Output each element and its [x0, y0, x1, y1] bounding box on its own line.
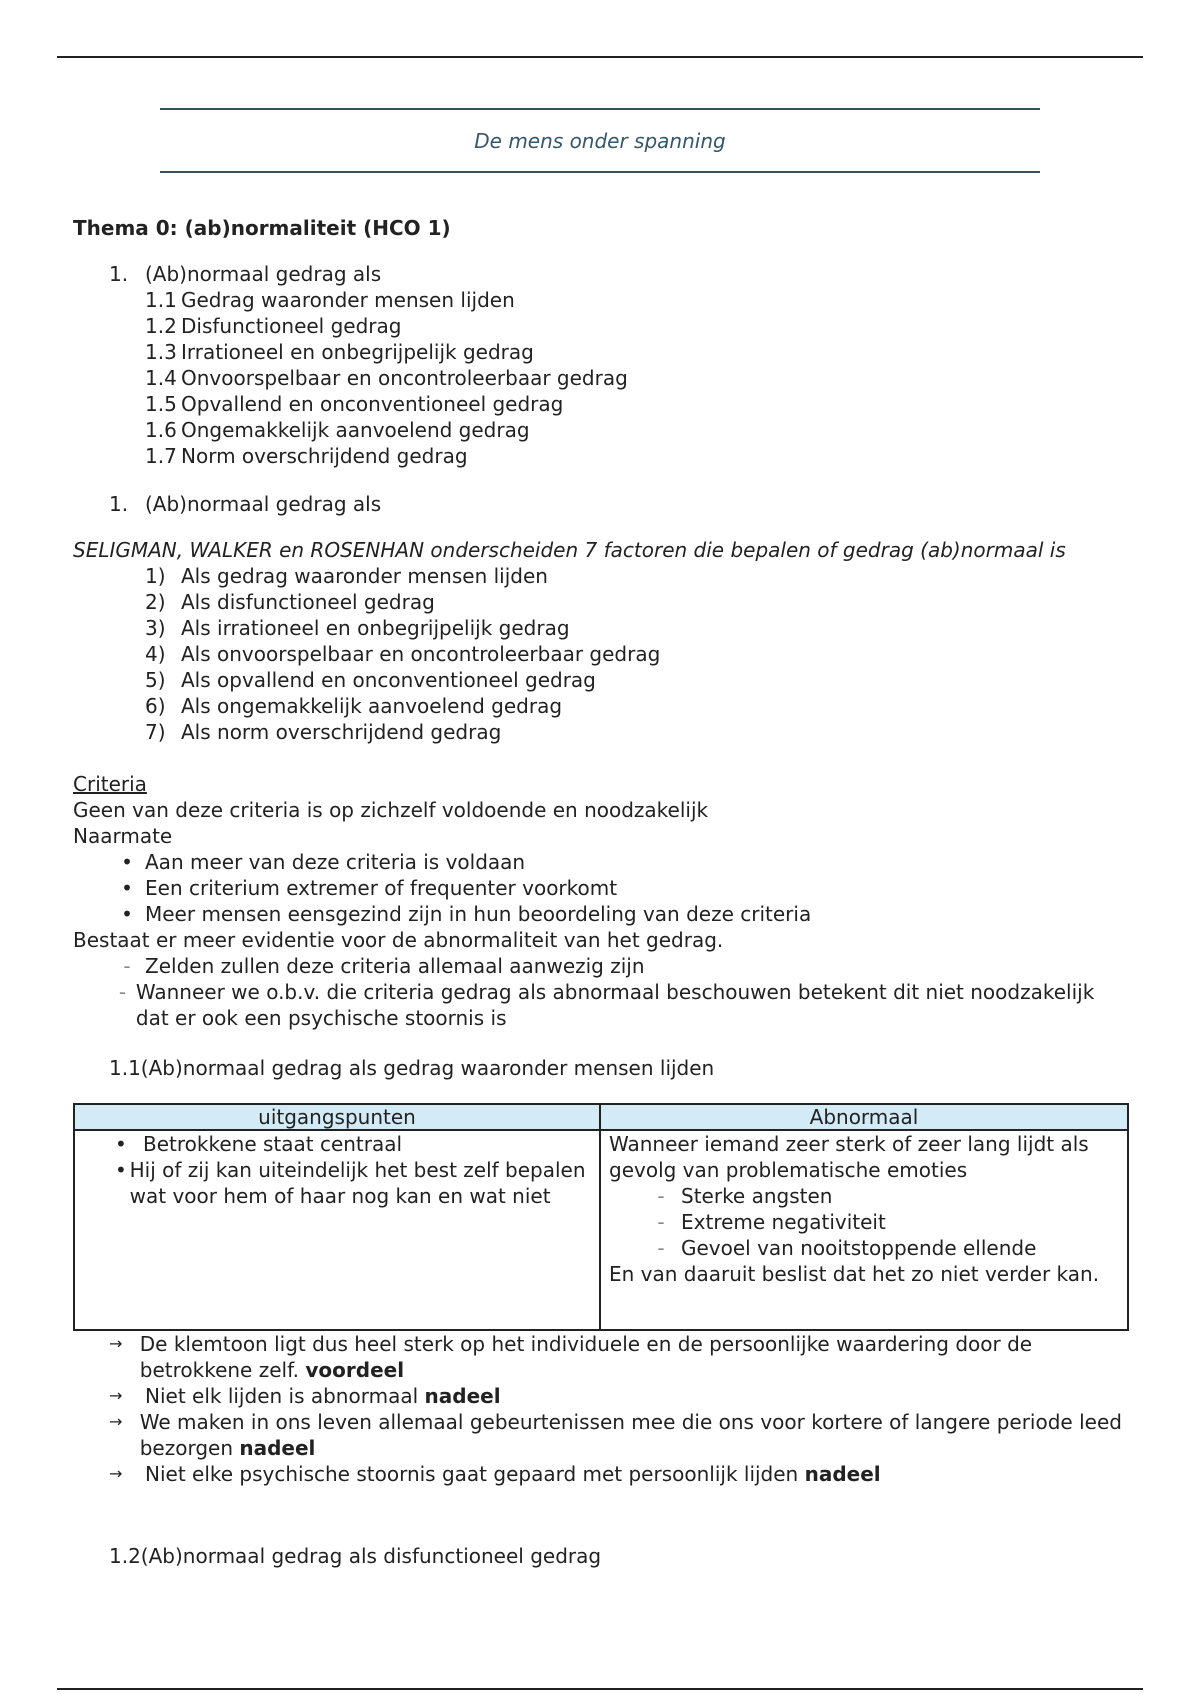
toc-item: [73, 313, 1133, 339]
bullet-marker: •: [121, 902, 133, 926]
factor-item: [73, 667, 1133, 693]
toc-item: [73, 417, 1133, 443]
toc-item-label: Ongemakkelijk aanvoelend gedrag: [181, 418, 530, 442]
section-1-label: (Ab)normaal gedrag als: [145, 492, 382, 516]
criteria-bullet-text: Een criterium extremer of frequenter voorkomt: [145, 876, 618, 900]
toc-item-label: Norm overschrijdend gedrag: [181, 444, 468, 468]
toc-item-label: Gedrag waaronder mensen lijden: [181, 288, 515, 312]
criteria-conclusion: Bestaat er meer evidentie voor de abnormaliteit van het gedrag.: [73, 928, 724, 952]
cell-dash: [609, 1209, 1119, 1235]
arrow-item: [73, 1461, 1133, 1487]
toc-main-label: (Ab)normaal gedrag als: [145, 262, 382, 286]
toc-main-item: [73, 261, 1133, 287]
arrow-tag: nadeel: [804, 1462, 881, 1486]
factor-item: [73, 589, 1133, 615]
arrow-tag: nadeel: [239, 1436, 316, 1460]
toc-item-num: 1.4: [145, 366, 177, 390]
toc-item: [73, 339, 1133, 365]
toc-item-num: 1.5: [145, 392, 177, 416]
factor-item: [73, 641, 1133, 667]
factor-num: 1): [145, 564, 166, 588]
factor-list: [73, 563, 1133, 745]
factor-label: Als ongemakkelijk aanvoelend gedrag: [181, 694, 563, 718]
toc-item-label: Disfunctioneel gedrag: [181, 314, 402, 338]
document-body: [73, 215, 1133, 1569]
section-1-marker: 1.: [109, 492, 129, 516]
title-block: [160, 108, 1040, 173]
document-title: De mens onder spanning: [474, 129, 726, 153]
factor-label: Als norm overschrijdend gedrag: [181, 720, 502, 744]
factor-num: 6): [145, 694, 166, 718]
criteria-bullet: [73, 849, 1133, 875]
factor-label: Als gedrag waaronder mensen lijden: [181, 564, 548, 588]
factor-num: 4): [145, 642, 166, 666]
cell-bullet: [83, 1157, 591, 1209]
table-row: [74, 1130, 1128, 1330]
factor-num: 7): [145, 720, 166, 744]
cell-dash-text: Sterke angsten: [681, 1184, 833, 1208]
arrow-text: We maken in ons leven allemaal gebeurtenissen mee die ons voor kortere of langere periode leed bezorgen: [139, 1410, 1122, 1460]
dash-marker: -: [657, 1184, 665, 1208]
subsection-1-1-title: 1.1(Ab)normaal gedrag als gedrag waaronder mensen lijden: [109, 1056, 715, 1080]
criteria-bullet-text: Aan meer van deze criteria is voldaan: [145, 850, 526, 874]
bullet-marker: •: [121, 850, 133, 874]
criteria-bullet: [73, 875, 1133, 901]
arrow-list: [73, 1331, 1133, 1487]
arrow-marker: →: [109, 1334, 123, 1353]
page-top-rule: [57, 56, 1143, 58]
toc-item: [73, 391, 1133, 417]
toc-main-marker: 1.: [109, 262, 129, 286]
toc-item-num: 1.3: [145, 340, 177, 364]
cell-bullet-text: Hij of zij kan uiteindelijk het best zelf bepalen wat voor hem of haar nog kan en wat niet: [129, 1158, 586, 1208]
cell-dash-text: Extreme negativiteit: [681, 1210, 886, 1234]
dash-marker: -: [123, 954, 131, 978]
toc-item: [73, 365, 1133, 391]
dash-marker: -: [657, 1236, 665, 1260]
criteria-dash-text: Wanneer we o.b.v. die criteria gedrag als abnormaal beschouwen betekent dit niet noodzakelijk dat er ook een psychische stoornis is: [135, 980, 1095, 1030]
factor-label: Als disfunctioneel gedrag: [181, 590, 435, 614]
criteria-bullet: [73, 901, 1133, 927]
arrow-marker: →: [109, 1386, 123, 1405]
table-header-abnormaal: Abnormaal: [600, 1104, 1128, 1130]
factor-item: [73, 719, 1133, 745]
section-1-heading: [73, 491, 1133, 517]
bullet-marker: •: [115, 1158, 127, 1182]
toc-item-num: 1.1: [145, 288, 177, 312]
factor-num: 3): [145, 616, 166, 640]
toc-item: [73, 287, 1133, 313]
arrow-text: Niet elk lijden is abnormaal: [145, 1384, 419, 1408]
factor-num: 2): [145, 590, 166, 614]
criteria-line-1: Geen van deze criteria is op zichzelf voldoende en noodzakelijk: [73, 798, 709, 822]
bullet-marker: •: [121, 876, 133, 900]
criteria-table: [73, 1103, 1129, 1331]
toc: [73, 261, 1133, 469]
table-cell-abnormaal: [600, 1130, 1128, 1330]
factor-label: Als irrationeel en onbegrijpelijk gedrag: [181, 616, 570, 640]
toc-item-label: Onvoorspelbaar en oncontroleerbaar gedrag: [181, 366, 628, 390]
cell-dash-text: Gevoel van nooitstoppende ellende: [681, 1236, 1037, 1260]
subsection-1-2-title: 1.2(Ab)normaal gedrag als disfunctioneel gedrag: [109, 1544, 602, 1568]
criteria-dash: [73, 953, 1133, 979]
factor-label: Als onvoorspelbaar en oncontroleerbaar gedrag: [181, 642, 661, 666]
factor-num: 5): [145, 668, 166, 692]
arrow-marker: →: [109, 1464, 123, 1483]
cell-bullet-text: Betrokkene staat centraal: [143, 1132, 403, 1156]
factor-item: [73, 693, 1133, 719]
toc-item-label: Opvallend en onconventioneel gedrag: [181, 392, 564, 416]
factors-intro: SELIGMAN, WALKER en ROSENHAN onderscheiden 7 factoren die bepalen of gedrag (ab)normaal is: [73, 538, 1066, 562]
cell-bullet: [83, 1131, 591, 1157]
criteria-bullet-text: Meer mensen eensgezind zijn in hun beoordeling van deze criteria: [145, 902, 812, 926]
page-bottom-rule: [57, 1688, 1143, 1690]
cell-intro: Wanneer iemand zeer sterk of zeer lang lijdt als gevolg van problematische emoties: [609, 1132, 1089, 1182]
toc-item: [73, 443, 1133, 469]
title-rule-top: [160, 108, 1040, 110]
cell-dash: [609, 1235, 1119, 1261]
arrow-text: De klemtoon ligt dus heel sterk op het individuele en de persoonlijke waardering door de betrokkene zelf.: [139, 1332, 1033, 1382]
arrow-text: Niet elke psychische stoornis gaat gepaard met persoonlijk lijden: [145, 1462, 799, 1486]
cell-dash: [609, 1183, 1119, 1209]
dash-marker: -: [657, 1210, 665, 1234]
table-cell-uitgangspunten: [74, 1130, 600, 1330]
factor-item: [73, 615, 1133, 641]
cell-outro: En van daaruit beslist dat het zo niet verder kan.: [609, 1262, 1100, 1286]
arrow-item: [73, 1409, 1133, 1461]
arrow-tag: nadeel: [424, 1384, 501, 1408]
toc-item-num: 1.6: [145, 418, 177, 442]
theme-heading: Thema 0: (ab)normaliteit (HCO 1): [73, 216, 451, 240]
toc-item-label: Irrationeel en onbegrijpelijk gedrag: [181, 340, 534, 364]
factor-label: Als opvallend en onconventioneel gedrag: [181, 668, 596, 692]
toc-item-num: 1.7: [145, 444, 177, 468]
dash-marker: -: [118, 980, 127, 1004]
arrow-item: [73, 1331, 1133, 1383]
arrow-tag: voordeel: [305, 1358, 405, 1382]
criteria-heading: Criteria: [73, 772, 147, 796]
criteria-line-2: Naarmate: [73, 824, 173, 848]
arrow-item: [73, 1383, 1133, 1409]
bullet-marker: •: [115, 1132, 127, 1156]
table-header-uitgangspunten: uitgangspunten: [74, 1104, 600, 1130]
factor-item: [73, 563, 1133, 589]
criteria-dash-text: Zelden zullen deze criteria allemaal aanwezig zijn: [145, 954, 645, 978]
toc-item-num: 1.2: [145, 314, 177, 338]
criteria-dash: [73, 979, 1133, 1031]
title-rule-bottom: [160, 171, 1040, 173]
arrow-marker: →: [109, 1412, 123, 1431]
